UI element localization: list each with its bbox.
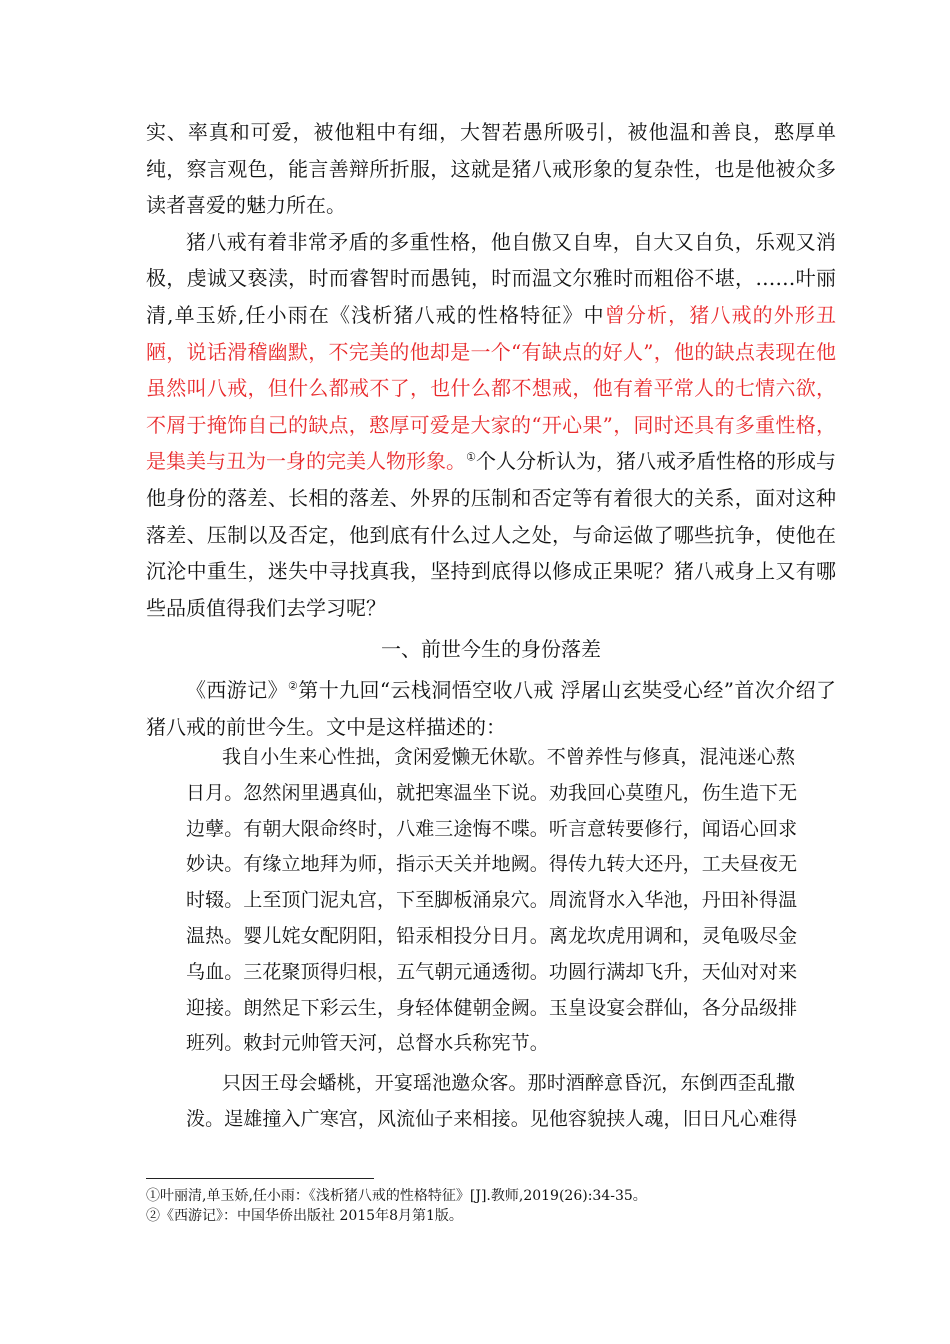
footnote-1: ①叶丽清,单玉娇,任小雨：《浅析猪八戒的性格特征》[J].教师,2019(26):34-35。 — [146, 1188, 647, 1204]
footnotes — [146, 1186, 846, 1226]
quote-paragraph-1: 我自小生来心性拙，贪闲爱懒无休歇。不曾养性与修真，混沌迷心熬日月。忽然闲里遇真仙，就把寒温坐下说。劝我回心莫堕凡，伤生造下无边孽。有朝大限命终时，八难三途悔不喋。听言意转要修行，闻语心回求妙诀。有缘立地拜为师，指示天关并地阙。得传九转大还丹，工夫昼夜无时辍。上至顶门泥丸宫，下至脚板涌泉穴。周流肾水入华池，丹田补得温温热。婴儿姹女配阴阳，铅汞相投分日月。离龙坎虎用调和，灵龟吸尽金乌血。三花聚顶得归根，五气朝元通透彻。功圆行满却飞升，天仙对对来迎接。朗然足下彩云生，身轻体健朝金阙。玉皇设宴会群仙，各分品级排班列。敕封元帅管天河，总督水兵称宪节。 — [186, 746, 798, 1055]
footnote-ref-1[interactable]: ① — [466, 450, 476, 464]
paragraph-3-lead: 《西游记》 — [186, 678, 289, 702]
paragraph-3-tail: 第十九回“云栈洞悟空收八戒 浮屠山玄奘受心经”首次介绍了猪八戒的前世今生。文中是这样描述的： — [146, 678, 836, 739]
paragraph-3 — [146, 672, 836, 745]
quote-paragraph-2: 只因王母会蟠桃，开宴瑶池邀众客。那时酒醉意昏沉，东倒西歪乱撒泼。逞雄撞入广寒宫，风流仙子来相接。见他容貌挟人魂，旧日凡心难得 — [186, 1072, 798, 1130]
body-paragraph-3-block — [146, 672, 836, 745]
paragraph-1: 实、率真和可爱，被他粗中有细，大智若愚所吸引，被他温和善良，憨厚单纯，察言观色，能言善辩所折服，这就是猪八戒形象的复杂性，也是他被众多读者喜爱的魅力所在。 — [146, 120, 836, 218]
footnote-2: ②《西游记》：中国华侨出版社 2015年8月第1版。 — [146, 1208, 463, 1224]
paragraph-2-quoted-analysis: 曾分析，猪八戒的外形丑陋，说话滑稽幽默，不完美的他却是一个“有缺点的好人”，他的缺点表现在他虽然叫八戒，但什么都戒不了，也什么都不想戒，他有着平常人的七情六欲，不屑于掩饰自己的缺点，憨厚可爱是大家的“开心果”，同时还具有多重性格，是集美与丑为一身的完美人物形象。 — [146, 302, 837, 474]
footnote-separator — [146, 1178, 374, 1179]
block-quote — [186, 740, 798, 1138]
body-paragraphs — [146, 114, 836, 626]
paragraph-2-tail: 个人分析认为，猪八戒矛盾性格的形成与他身份的落差、长相的落差、外界的压制和否定等有着很大的关系，面对这种落差、压制以及否定，他到底有什么过人之处，与命运做了哪些抗争，使他在沉沦中重生，迷失中寻找真我，坚持到底得以修成正果呢？猪八戒身上又有哪些品质值得我们去学习呢？ — [146, 449, 836, 620]
paragraph-2-lead: 猪八戒有着非常矛盾的多重性格，他自傲又自卑，自大又自负，乐观又消极，虔诚又亵渎，时而睿智时而愚钝，时而温文尔雅时而粗俗不堪，……叶丽清,单玉娇,任小雨在《浅析猪八戒的性格特征》中 — [146, 229, 836, 327]
footnote-ref-2[interactable]: ② — [288, 679, 299, 693]
paragraph-2 — [146, 224, 836, 627]
section-heading: 一、前世今生的身份落差 — [381, 637, 601, 661]
